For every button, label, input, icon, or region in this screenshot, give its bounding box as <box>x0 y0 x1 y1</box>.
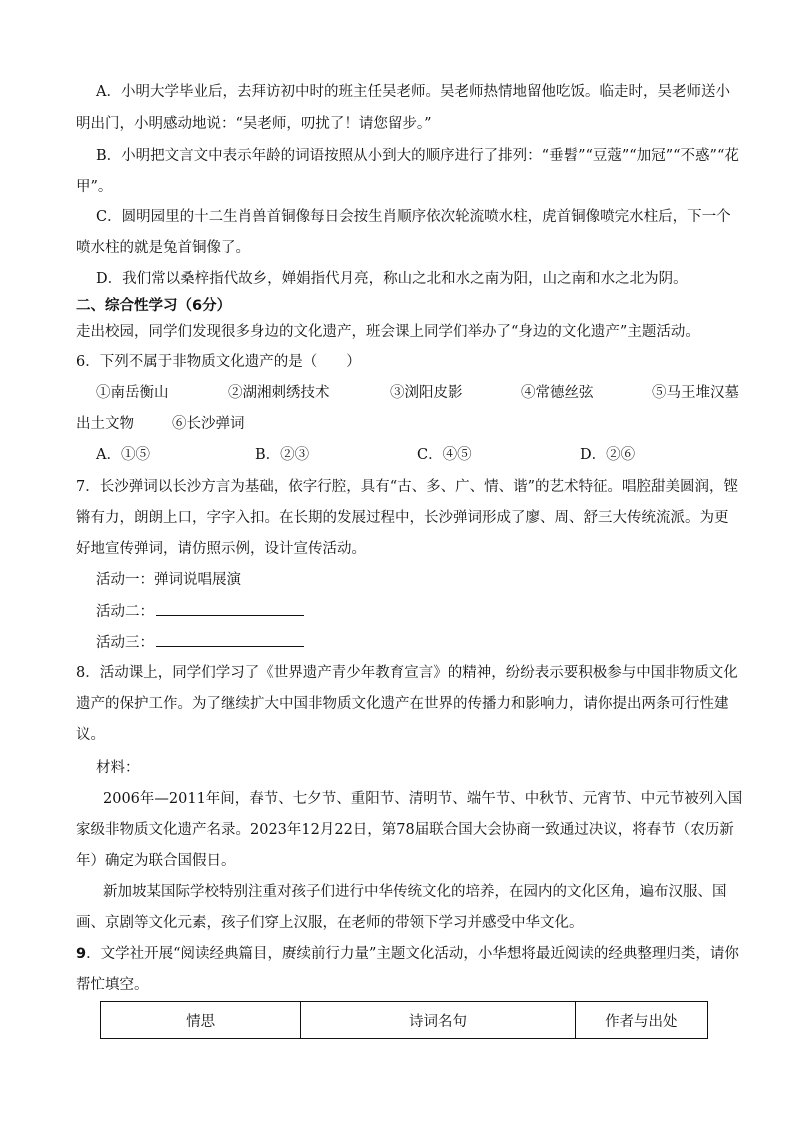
q6-item-3: ③浏阳皮影 <box>390 385 463 401</box>
activity-1: 活动一：弹词说唱展演 <box>96 572 241 588</box>
question-8-line3: 议。 <box>76 727 105 743</box>
table-header-row <box>101 1002 708 1039</box>
question-9-line1 <box>76 944 739 964</box>
q6-item-5: ⑤马王堆汉墓 <box>652 385 739 401</box>
option-d-line1: D．我们常以桑梓指代故乡，婵娟指代月亮，称山之北和水之南为阳，山之南和水之北为阴。 <box>96 271 688 287</box>
q6-choice-c: C．④⑤ <box>417 447 472 463</box>
activity-3-row <box>96 632 304 653</box>
question-8-line1: 8．活动课上，同学们学习了《世界遗产青少年教育宣言》的精神，纷纷表示要积极参与中国非物质文化 <box>76 665 738 681</box>
question-6-stem: 6．下列不属于非物质文化遗产的是（ ） <box>76 354 361 370</box>
question-7-line2: 锵有力，朗朗上口，字字入扣。在长期的发展过程中，长沙弹词形成了廖、周、舒三大传统流派。为更 <box>76 510 729 526</box>
activity-2-label: 活动二： <box>96 604 154 620</box>
option-c-line2: 喷水柱的就是兔首铜像了。 <box>76 240 250 256</box>
q6-choice-d: D．②⑥ <box>580 447 636 463</box>
material-p2-line2: 画、京剧等文化元素，孩子们穿上汉服，在老师的带领下学习并感受中华文化。 <box>76 915 584 931</box>
section-intro: 走出校园，同学们发现很多身边的文化遗产，班会课上同学们举办了“身边的文化遗产”主题活动。 <box>76 324 700 340</box>
q6-item-5-cont: 出土文物 <box>76 416 134 432</box>
section-heading: 二、综合性学习（6分） <box>76 298 232 314</box>
material-p1-line2: 家级非物质文化遗产名录。2023年12月22日，第78届联合国大会协商一致通过决议，将春节（农历新 <box>76 822 734 838</box>
material-p1-line3: 年）确定为联合国假日。 <box>76 853 236 869</box>
question-9-text: ．文学社开展“阅读经典篇目，赓续前行力量”主题文化活动，小华想将最近阅读的经典整理归类，请你 <box>86 946 739 962</box>
question-7-line1: 7．长沙弹词以长沙方言为基础，依字行腔，具有“古、多、广、情、谐”的艺术特征。唱腔甜美圆润，铿 <box>76 479 739 495</box>
material-p1-line1: 2006年—2011年间，春节、七夕节、重阳节、清明节、端午节、中秋节、元宵节、中元节被列入国 <box>103 791 743 807</box>
classics-table <box>100 1001 708 1039</box>
question-9-line2: 帮忙填空。 <box>76 977 149 993</box>
activity-2-row <box>96 601 304 622</box>
activity-3-blank[interactable] <box>156 632 304 647</box>
q6-item-2: ②湖湘刺绣技术 <box>228 385 330 401</box>
activity-3-label: 活动三： <box>96 635 154 651</box>
q6-choice-b: B．②③ <box>255 447 310 463</box>
activity-2-blank[interactable] <box>156 601 304 616</box>
q6-item-1: ①南岳衡山 <box>96 385 169 401</box>
option-c-line1: C．圆明园里的十二生肖兽首铜像每日会按生肖顺序依次轮流喷水柱，虎首铜像喷完水柱后，下一个 <box>96 209 731 225</box>
option-b-line1: B．小明把文言文中表示年龄的词语按照从小到大的顺序进行了排列：“垂髫”“豆蔻”“加冠”“不惑”“花 <box>96 148 739 164</box>
material-p2-line1: 新加坡某国际学校特别注重对孩子们进行中华传统文化的培养，在园内的文化区角，遍布汉服、国 <box>103 884 727 900</box>
question-7-line3: 好地宣传弹词，请仿照示例，设计宣传活动。 <box>76 541 366 557</box>
option-a-line1: A．小明大学毕业后，去拜访初中时的班主任吴老师。吴老师热情地留他吃饭。临走时，吴老师送小 <box>96 84 730 100</box>
q6-choice-a: A．①⑤ <box>96 447 150 463</box>
option-a-line2: 明出门，小明感动地说：“吴老师，叨扰了！请您留步。” <box>76 116 432 132</box>
question-9-number: 9 <box>76 946 87 962</box>
table-header-verse: 诗词名句 <box>301 1002 575 1039</box>
table-header-author: 作者与出处 <box>575 1002 707 1039</box>
table-header-emotion: 情思 <box>101 1002 301 1039</box>
q6-item-6: ⑥长沙弹词 <box>172 416 245 432</box>
option-b-line2: 甲”。 <box>76 179 113 195</box>
material-label: 材料： <box>96 760 140 776</box>
question-8-line2: 遗产的保护工作。为了继续扩大中国非物质文化遗产在世界的传播力和影响力，请你提出两条可行性建 <box>76 696 729 712</box>
q6-item-4: ④常德丝弦 <box>521 385 594 401</box>
